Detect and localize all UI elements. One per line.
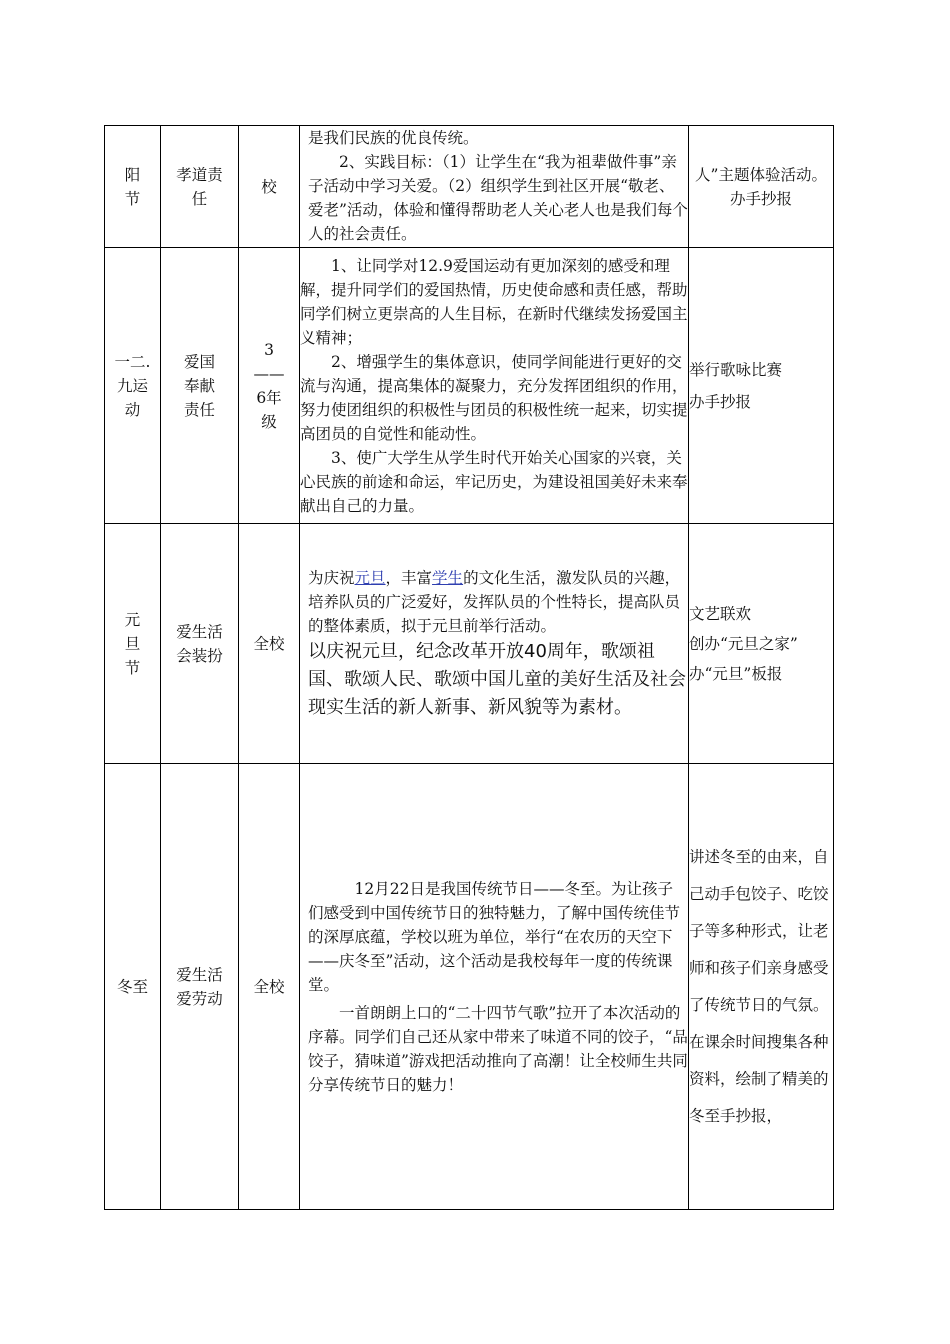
festival-name: 冬至 — [116, 977, 148, 996]
table-row — [105, 764, 834, 1210]
content-paragraph: 是我们民族的优良传统。 — [308, 129, 479, 147]
grade-text: 3——6年级 — [253, 340, 285, 431]
theme-text: 爱生活爱劳动 — [176, 965, 223, 1008]
content-text: 为庆祝 — [308, 568, 355, 587]
table-row — [105, 126, 834, 248]
theme-cell — [161, 248, 239, 524]
theme-cell — [161, 126, 239, 248]
content-cell — [300, 126, 689, 248]
grade-cell — [239, 126, 300, 248]
activity-item: 办手抄报 — [689, 392, 752, 411]
festival-name: 元旦节 — [124, 610, 141, 677]
grade-cell — [239, 248, 300, 524]
festival-cell — [105, 248, 161, 524]
theme-text: 爱生活会装扮 — [176, 622, 223, 665]
festival-name: 一二.九运动 — [114, 352, 151, 419]
festival-name: 阳节 — [124, 165, 141, 208]
activities-cell — [689, 126, 834, 248]
content-paragraph: 12月22日是我国传统节日——冬至。为让孩子们感受到中国传统节日的独特魅力，了解中国传统佳节的深厚底蕴，学校以班为单位，举行“在农历的天空下——庆冬至”活动，这个活动是我校每年一度的传统课堂。 — [308, 879, 681, 994]
theme-text: 爱国奉献责任 — [183, 352, 215, 419]
content-paragraph: 以庆祝元旦，纪念改革开放40周年，歌颂祖国、歌颂人民、歌颂中国儿童的美好生活及社会现实生活的新人新事、新风貌等为素材。 — [308, 640, 686, 718]
activity-item: 讲述冬至的由来，自己动手包饺子、吃饺子等多种形式，让老师和孩子们亲身感受了传统节日的气氛。 — [689, 847, 829, 1014]
activity-item: 人”主题体验活动。 — [695, 165, 827, 184]
grade-text: 全校 — [253, 977, 285, 996]
grade-text: 校 — [261, 177, 277, 196]
content-cell — [300, 248, 689, 524]
activities-cell — [689, 524, 834, 764]
activity-plan-table — [104, 125, 834, 1210]
content-text: 的文化生活，激发队员的兴趣，培养队员的广泛爱好，发挥队员的个性特长，提高队员的整体素质，拟于元旦前举行活动。 — [308, 568, 681, 635]
content-text: ，丰富 — [385, 568, 433, 587]
theme-text: 孝道责任 — [176, 165, 223, 208]
content-cell — [300, 764, 689, 1210]
content-paragraph: 2、增强学生的集体意识，使同学间能进行更好的交流与沟通，提高集体的凝聚力，充分发挥团组织的作用，努力使团组织的积极性与团员的积极性统一起来，切实提高团员的自觉性和能动性。 — [300, 352, 688, 443]
activity-item: 办“元旦”板报 — [689, 664, 783, 683]
theme-cell — [161, 764, 239, 1210]
festival-cell — [105, 764, 161, 1210]
content-paragraph: 一首朗朗上口的“二十四节气歌”拉开了本次活动的序幕。同学们自己还从家中带来了味道不同的饺子，“品饺子，猜味道”游戏把活动推向了高潮！让全校师生共同分享传统节日的魅力！ — [308, 1003, 688, 1094]
activity-item: 创办“元旦之家” — [689, 634, 798, 653]
content-paragraph: 2、实践目标：（1）让学生在“我为祖辈做件事”亲子活动中学习关爱。（2）组织学生到社区开展“敬老、爱老”活动，体验和懂得帮助老人关心老人也是我们每个人的社会责任。 — [308, 153, 688, 243]
content-paragraph: 3、使广大学生从学生时代开始关心国家的兴衰，关心民族的前途和命运，牢记历史，为建设祖国美好未来奉献出自己的力量。 — [300, 448, 688, 515]
table-row — [105, 524, 834, 764]
festival-cell — [105, 126, 161, 248]
grade-cell — [239, 524, 300, 764]
content-cell — [300, 524, 689, 764]
festival-cell — [105, 524, 161, 764]
theme-cell — [161, 524, 239, 764]
activity-item: 办手抄报 — [729, 189, 792, 208]
activity-item: 举行歌咏比赛 — [689, 360, 783, 379]
content-paragraph: 1、让同学对12.9爱国运动有更加深刻的感受和理解，提升同学们的爱国热情，历史使命感和责任感，帮助同学们树立更崇高的人生目标，在新时代继续发扬爱国主义精神； — [300, 256, 688, 347]
table-row — [105, 248, 834, 524]
activity-item: 在课余时间搜集各种资料，绘制了精美的冬至手抄报， — [689, 1032, 829, 1125]
grade-text: 全校 — [253, 634, 285, 653]
grade-cell — [239, 764, 300, 1210]
activities-cell — [689, 248, 834, 524]
content-paragraph — [308, 566, 688, 638]
student-link[interactable]: 学生 — [432, 568, 464, 587]
activity-item: 文艺联欢 — [689, 604, 752, 623]
yuandan-link[interactable]: 元旦 — [354, 568, 386, 587]
activities-cell — [689, 764, 834, 1210]
